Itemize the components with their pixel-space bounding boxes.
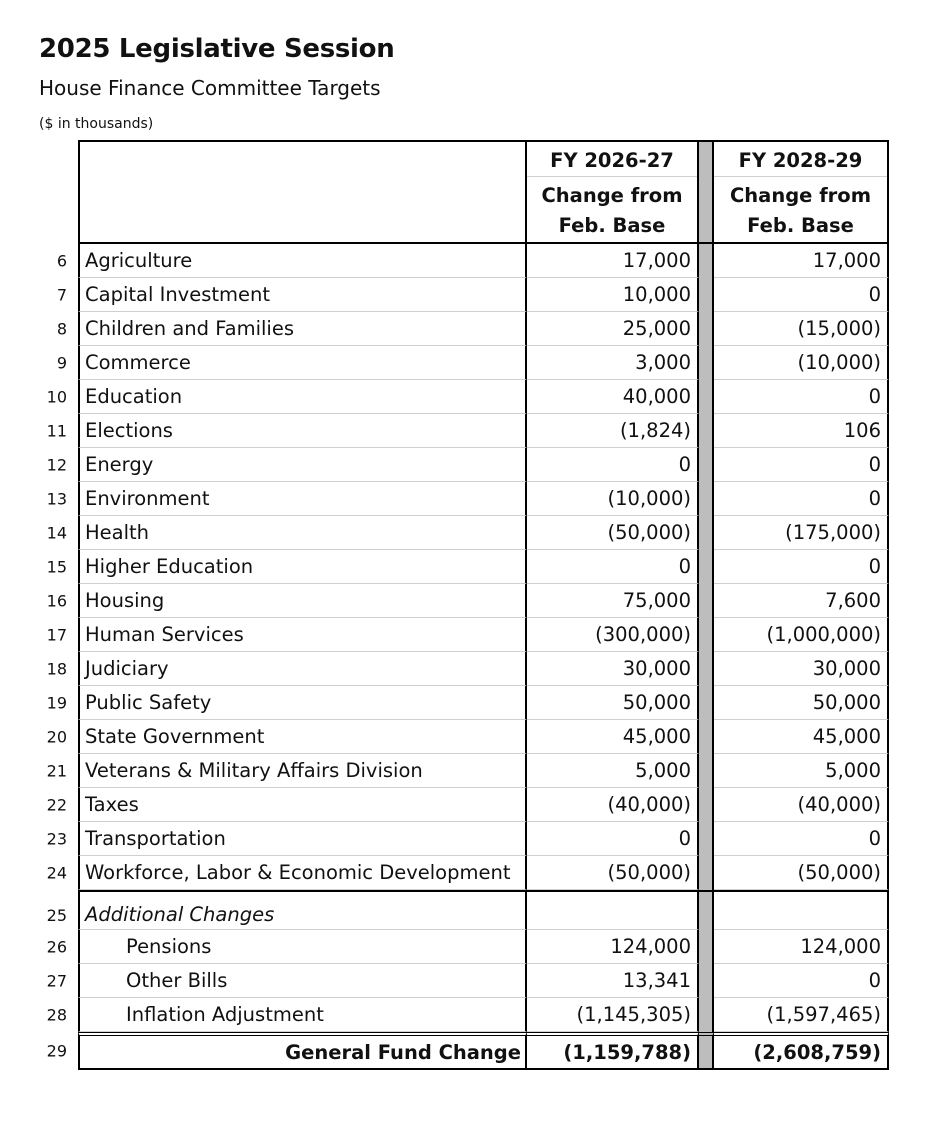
row-label: Children and Families — [78, 312, 527, 346]
row-label: Environment — [78, 482, 527, 516]
column-separator — [699, 278, 714, 312]
row-label: Health — [78, 516, 527, 550]
table-row — [40, 822, 890, 856]
additional-changes-label: Additional Changes — [78, 890, 527, 930]
row-number: 26 — [46, 937, 67, 957]
column-separator — [699, 550, 714, 584]
row-label: Elections — [78, 414, 527, 448]
row-value-fy2: (15,000) — [714, 312, 889, 346]
column-separator — [699, 930, 714, 964]
column-separator — [699, 890, 714, 930]
row-value-fy2: 45,000 — [714, 720, 889, 754]
header-fy2-change-line2: Feb. Base — [747, 214, 854, 237]
row-number: 9 — [56, 353, 67, 373]
row-label: Transportation — [78, 822, 527, 856]
additional-rows — [40, 930, 890, 1032]
row-value-fy1: 75,000 — [527, 584, 699, 618]
row-number: 29 — [46, 1041, 67, 1061]
page-subtitle: House Finance Committee Targets — [39, 76, 381, 100]
row-number: 10 — [46, 387, 67, 407]
row-value-fy1: (300,000) — [527, 618, 699, 652]
row-label: Judiciary — [78, 652, 527, 686]
column-separator — [699, 998, 714, 1032]
header-fy2 — [714, 140, 889, 244]
row-value-fy1: (50,000) — [527, 856, 699, 890]
row-value-fy2: 0 — [714, 380, 889, 414]
row-value-fy2: 124,000 — [714, 930, 889, 964]
row-label: Housing — [78, 584, 527, 618]
row-value-fy2: 5,000 — [714, 754, 889, 788]
row-value-fy2: 0 — [714, 482, 889, 516]
row-value-fy1: 5,000 — [527, 754, 699, 788]
row-number: 7 — [56, 285, 67, 305]
row-number: 15 — [46, 557, 67, 577]
row-value-fy1: 0 — [527, 448, 699, 482]
row-value-fy1: (1,824) — [527, 414, 699, 448]
row-value-fy2: 0 — [714, 964, 889, 998]
header-fy2-change-line1: Change from — [729, 184, 872, 207]
column-separator — [699, 618, 714, 652]
row-value-fy1: 124,000 — [527, 930, 699, 964]
row-value-fy2: 17,000 — [714, 244, 889, 278]
table-row — [40, 998, 890, 1032]
column-separator — [699, 686, 714, 720]
table-row — [40, 652, 890, 686]
column-separator — [699, 140, 714, 244]
total-row — [40, 1032, 890, 1070]
column-separator — [699, 414, 714, 448]
additional-changes-header — [40, 890, 890, 930]
row-value-fy1: 13,341 — [527, 964, 699, 998]
column-separator — [699, 312, 714, 346]
row-number: 20 — [46, 727, 67, 747]
row-number: 11 — [46, 421, 67, 441]
table-row — [40, 788, 890, 822]
data-rows — [40, 244, 890, 890]
row-label: Education — [78, 380, 527, 414]
header-fy1-label: FY 2026-27 — [527, 146, 697, 177]
table-row — [40, 516, 890, 550]
row-value-fy1: 3,000 — [527, 346, 699, 380]
row-value-fy1: (50,000) — [527, 516, 699, 550]
header-fy1-change-line2: Feb. Base — [558, 214, 666, 237]
row-label: Veterans & Military Affairs Division — [78, 754, 527, 788]
row-value-fy2: 0 — [714, 448, 889, 482]
row-value-fy1: 0 — [527, 822, 699, 856]
row-number: 19 — [46, 693, 67, 713]
column-separator — [699, 448, 714, 482]
row-number: 14 — [46, 523, 67, 543]
table-row — [40, 346, 890, 380]
row-value-fy1: 40,000 — [527, 380, 699, 414]
table-row — [40, 550, 890, 584]
targets-table — [40, 140, 890, 1070]
row-value-fy2: 106 — [714, 414, 889, 448]
table-row — [40, 312, 890, 346]
row-number: 8 — [56, 319, 67, 339]
column-separator — [699, 822, 714, 856]
row-label: Agriculture — [78, 244, 527, 278]
column-separator — [699, 1032, 714, 1070]
table-row — [40, 754, 890, 788]
row-value-fy2: 0 — [714, 550, 889, 584]
table-row — [40, 244, 890, 278]
table-row — [40, 584, 890, 618]
column-separator — [699, 856, 714, 890]
table-row — [40, 930, 890, 964]
column-separator — [699, 754, 714, 788]
row-value-fy2: (40,000) — [714, 788, 889, 822]
table-row — [40, 720, 890, 754]
row-value-fy1: 30,000 — [527, 652, 699, 686]
row-number: 17 — [46, 625, 67, 645]
row-value-fy1: 17,000 — [527, 244, 699, 278]
row-label: Human Services — [78, 618, 527, 652]
column-separator — [699, 788, 714, 822]
column-separator — [699, 380, 714, 414]
row-value-fy1: (40,000) — [527, 788, 699, 822]
column-separator — [699, 516, 714, 550]
row-value-fy2: 0 — [714, 278, 889, 312]
row-value-fy1: 50,000 — [527, 686, 699, 720]
row-value-fy1: (10,000) — [527, 482, 699, 516]
header-fy1-change-line1: Change from — [541, 184, 683, 207]
header-label-cell — [78, 140, 527, 244]
row-label: Capital Investment — [78, 278, 527, 312]
row-value-fy2: (1,000,000) — [714, 618, 889, 652]
column-separator — [699, 964, 714, 998]
row-value-fy2: 50,000 — [714, 686, 889, 720]
row-value-fy2: 7,600 — [714, 584, 889, 618]
table-row — [40, 278, 890, 312]
total-fy1: (1,159,788) — [527, 1032, 699, 1070]
row-value-fy1: 10,000 — [527, 278, 699, 312]
header-fy2-label: FY 2028-29 — [714, 146, 887, 177]
row-label: Commerce — [78, 346, 527, 380]
row-value-fy1: 25,000 — [527, 312, 699, 346]
row-value-fy1: (1,145,305) — [527, 998, 699, 1032]
row-number: 27 — [46, 971, 67, 991]
page-title: 2025 Legislative Session — [39, 34, 395, 64]
table-row — [40, 380, 890, 414]
row-number: 6 — [56, 251, 67, 271]
table-row — [40, 856, 890, 890]
row-value-fy2: 30,000 — [714, 652, 889, 686]
header-fy1 — [527, 140, 699, 244]
row-value-fy2: 0 — [714, 822, 889, 856]
row-number: 13 — [46, 489, 67, 509]
row-label: Taxes — [78, 788, 527, 822]
row-label: Energy — [78, 448, 527, 482]
row-value-fy2: (1,597,465) — [714, 998, 889, 1032]
row-label: Public Safety — [78, 686, 527, 720]
row-label: Pensions — [78, 930, 527, 964]
table-row — [40, 964, 890, 998]
row-value-fy2: (10,000) — [714, 346, 889, 380]
row-value-fy2: (50,000) — [714, 856, 889, 890]
units-note: ($ in thousands) — [39, 116, 154, 132]
row-number: 23 — [46, 829, 67, 849]
row-value-fy1: 45,000 — [527, 720, 699, 754]
table-row — [40, 448, 890, 482]
row-number: 22 — [46, 795, 67, 815]
table-row — [40, 414, 890, 448]
row-number: 25 — [46, 906, 67, 925]
row-number: 21 — [46, 761, 67, 781]
column-separator — [699, 482, 714, 516]
row-value-fy2: (175,000) — [714, 516, 889, 550]
table-row — [40, 482, 890, 516]
row-label: Other Bills — [78, 964, 527, 998]
row-label: Inflation Adjustment — [78, 998, 527, 1032]
column-separator — [699, 720, 714, 754]
row-number: 28 — [46, 1005, 67, 1025]
column-separator — [699, 652, 714, 686]
column-separator — [699, 346, 714, 380]
total-label: General Fund Change — [78, 1032, 527, 1070]
row-number: 24 — [46, 863, 67, 883]
row-number: 12 — [46, 455, 67, 475]
column-separator — [699, 244, 714, 278]
table-row — [40, 686, 890, 720]
total-fy2: (2,608,759) — [714, 1032, 889, 1070]
row-number: 18 — [46, 659, 67, 679]
column-separator — [699, 584, 714, 618]
table-row — [40, 618, 890, 652]
row-number: 16 — [46, 591, 67, 611]
row-label: State Government — [78, 720, 527, 754]
row-value-fy1: 0 — [527, 550, 699, 584]
header-row — [40, 140, 890, 244]
row-label: Higher Education — [78, 550, 527, 584]
row-label: Workforce, Labor & Economic Development — [78, 856, 527, 890]
